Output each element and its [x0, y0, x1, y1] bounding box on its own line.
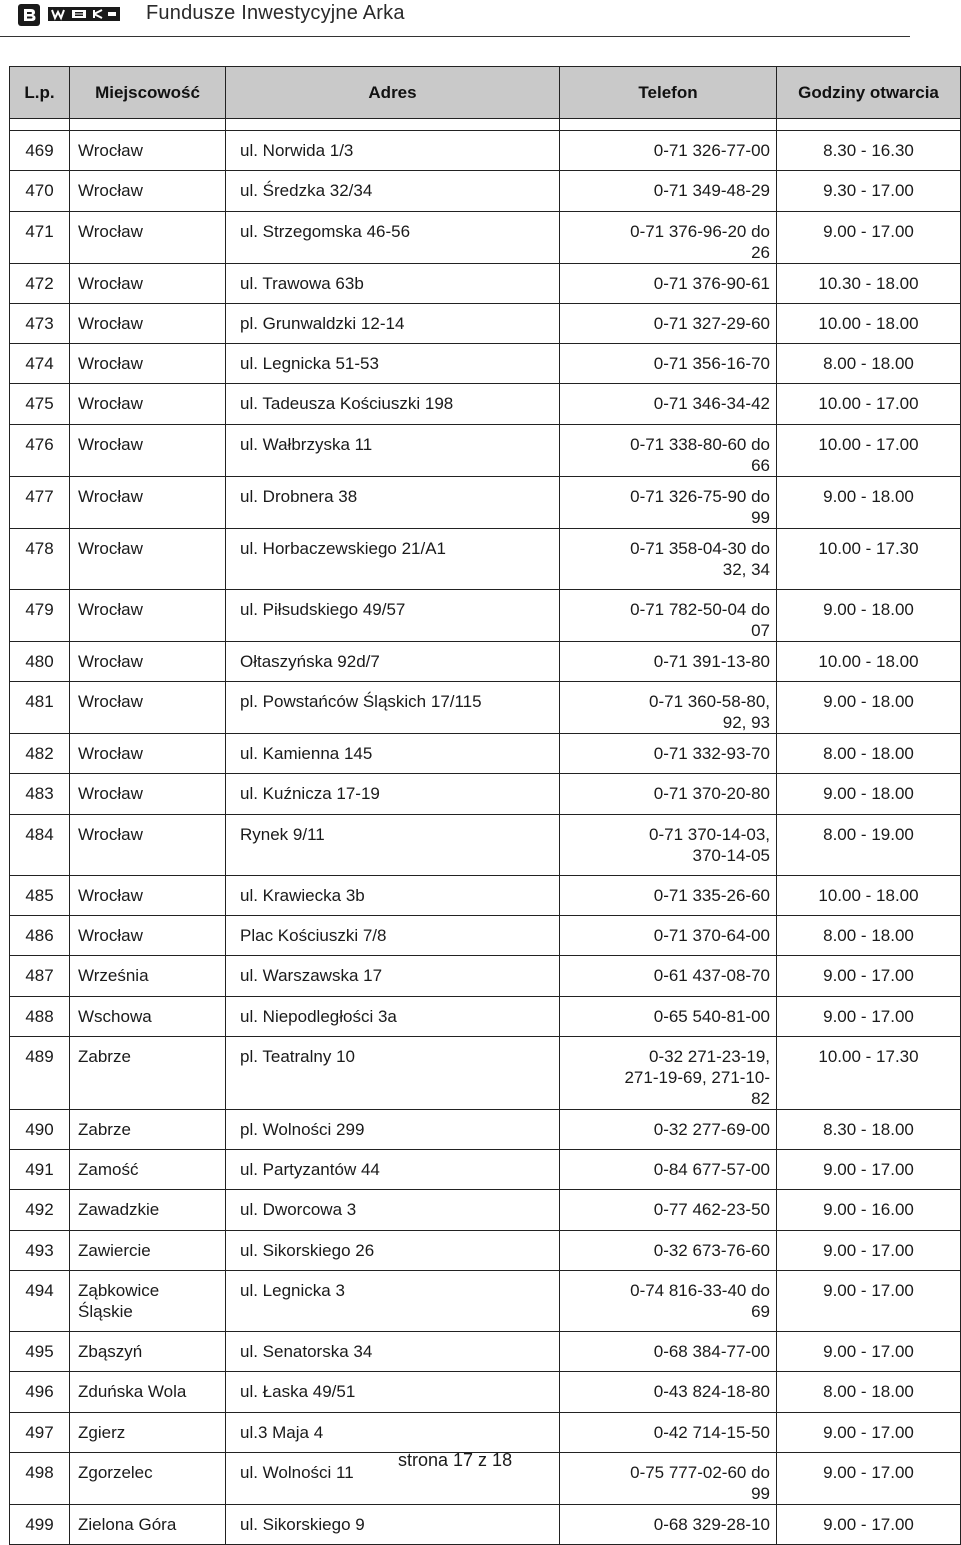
cell-phone: 0-75 777-02-60 do 99	[560, 1452, 777, 1504]
cell-lp: 480	[10, 641, 70, 681]
cell-address: ul. Legnicka 3	[226, 1271, 560, 1332]
cell-city: Zamość	[70, 1150, 226, 1190]
cell-phone: 0-71 326-75-90 do 99	[560, 476, 777, 528]
cell-phone: 0-42 714-15-50	[560, 1412, 777, 1452]
cell-address: ul. Łaska 49/51	[226, 1372, 560, 1412]
cell-hours: 8.30 - 16.30	[777, 131, 961, 171]
cell-phone: 0-74 816-33-40 do 69	[560, 1271, 777, 1332]
cell-city: Wrocław	[70, 131, 226, 171]
cell-phone: 0-43 824-18-80	[560, 1372, 777, 1412]
cell-lp: 471	[10, 211, 70, 263]
cell-hours: 9.00 - 17.00	[777, 1452, 961, 1504]
cell-lp: 489	[10, 1036, 70, 1109]
cell-hours: 9.00 - 18.00	[777, 774, 961, 814]
cell-hours: 10.00 - 17.00	[777, 424, 961, 476]
column-header-address: Adres	[226, 67, 560, 119]
cell-hours: 9.00 - 16.00	[777, 1190, 961, 1230]
cell-hours: 8.00 - 18.00	[777, 734, 961, 774]
cell-hours: 9.00 - 17.00	[777, 1271, 961, 1332]
cell-phone: 0-71 327-29-60	[560, 303, 777, 343]
cell-hours: 10.30 - 18.00	[777, 263, 961, 303]
cell-city: Wrocław	[70, 211, 226, 263]
table-row	[10, 1332, 961, 1372]
table-row	[10, 528, 961, 589]
table-row	[10, 1190, 961, 1230]
cell-lp: 498	[10, 1452, 70, 1504]
cell-lp: 487	[10, 956, 70, 996]
cell-address: ul. Legnicka 51-53	[226, 344, 560, 384]
table-row	[10, 476, 961, 528]
table-row	[10, 682, 961, 734]
cell-phone: 0-71 370-20-80	[560, 774, 777, 814]
cell-phone: 0-71 376-90-61	[560, 263, 777, 303]
cell-city: Zielona Góra	[70, 1504, 226, 1544]
table-row	[10, 344, 961, 384]
cell-address: ul. Senatorska 34	[226, 1332, 560, 1372]
cell-lp: 474	[10, 344, 70, 384]
cell-address: ul. Wolności 11	[226, 1452, 560, 1504]
table-row	[10, 589, 961, 641]
cell-address: ul. Kamienna 145	[226, 734, 560, 774]
cell-phone: 0-32 277-69-00	[560, 1109, 777, 1149]
table-row	[10, 915, 961, 955]
cell-lp: 484	[10, 814, 70, 875]
cell-lp: 476	[10, 424, 70, 476]
cell-hours: 9.00 - 17.00	[777, 1332, 961, 1372]
table-row	[10, 1372, 961, 1412]
table-row	[10, 734, 961, 774]
cell-lp: 475	[10, 384, 70, 424]
cell-lp: 482	[10, 734, 70, 774]
cell-lp: 497	[10, 1412, 70, 1452]
cell-city: Wrocław	[70, 915, 226, 955]
table-spacer-row	[10, 119, 961, 131]
cell-hours: 9.00 - 17.00	[777, 1230, 961, 1270]
table-row	[10, 1150, 961, 1190]
cell-city: Wrocław	[70, 476, 226, 528]
table-body	[10, 119, 961, 1545]
cell-city: Zduńska Wola	[70, 1372, 226, 1412]
table-row	[10, 774, 961, 814]
cell-address: pl. Powstańców Śląskich 17/115	[226, 682, 560, 734]
cell-phone: 0-68 384-77-00	[560, 1332, 777, 1372]
cell-city: Ząbkowice Śląskie	[70, 1271, 226, 1332]
cell-hours: 10.00 - 17.00	[777, 384, 961, 424]
cell-phone: 0-77 462-23-50	[560, 1190, 777, 1230]
cell-lp: 486	[10, 915, 70, 955]
cell-city: Wrocław	[70, 734, 226, 774]
cell-city: Wrocław	[70, 875, 226, 915]
cell-hours: 10.00 - 18.00	[777, 875, 961, 915]
column-header-lp: L.p.	[10, 67, 70, 119]
cell-address: ul. Średzka 32/34	[226, 171, 560, 211]
cell-hours: 9.00 - 17.00	[777, 1412, 961, 1452]
table-row	[10, 211, 961, 263]
table-row	[10, 641, 961, 681]
cell-city: Wrocław	[70, 589, 226, 641]
cell-phone: 0-71 338-80-60 do 66	[560, 424, 777, 476]
cell-address: ul. Tadeusza Kościuszki 198	[226, 384, 560, 424]
cell-lp: 483	[10, 774, 70, 814]
cell-address: ul. Sikorskiego 9	[226, 1504, 560, 1544]
cell-city: Wrocław	[70, 344, 226, 384]
cell-phone: 0-71 349-48-29	[560, 171, 777, 211]
cell-phone: 0-32 271-23-19, 271-19-69, 271-10-82	[560, 1036, 777, 1109]
cell-lp: 495	[10, 1332, 70, 1372]
column-header-hours: Godziny otwarcia	[777, 67, 961, 119]
cell-lp: 490	[10, 1109, 70, 1149]
cell-phone: 0-84 677-57-00	[560, 1150, 777, 1190]
cell-city: Zawadzkie	[70, 1190, 226, 1230]
cell-city: Wrocław	[70, 774, 226, 814]
cell-address: ul. Warszawska 17	[226, 956, 560, 996]
header-divider	[0, 36, 910, 37]
cell-city: Zabrze	[70, 1036, 226, 1109]
cell-city: Wrocław	[70, 814, 226, 875]
cell-city: Wrocław	[70, 384, 226, 424]
table-row	[10, 1036, 961, 1109]
cell-phone: 0-61 437-08-70	[560, 956, 777, 996]
cell-city: Zabrze	[70, 1109, 226, 1149]
cell-address: ul. Niepodległości 3a	[226, 996, 560, 1036]
table-row	[10, 1230, 961, 1270]
cell-address: ul. Sikorskiego 26	[226, 1230, 560, 1270]
cell-city: Wrocław	[70, 528, 226, 589]
table-row	[10, 1271, 961, 1332]
cell-phone: 0-71 358-04-30 do 32, 34	[560, 528, 777, 589]
cell-city: Września	[70, 956, 226, 996]
cell-city: Zbąszyń	[70, 1332, 226, 1372]
cell-address: ul.3 Maja 4	[226, 1412, 560, 1452]
page-header	[0, 0, 960, 36]
cell-lp: 496	[10, 1372, 70, 1412]
document-title: Fundusze Inwestycyjne Arka	[146, 2, 405, 24]
table-row	[10, 303, 961, 343]
table-row	[10, 814, 961, 875]
cell-phone: 0-65 540-81-00	[560, 996, 777, 1036]
table-row	[10, 1109, 961, 1149]
cell-hours: 10.00 - 18.00	[777, 641, 961, 681]
branch-table	[9, 66, 961, 1545]
cell-city: Zgierz	[70, 1412, 226, 1452]
table-row	[10, 424, 961, 476]
cell-city: Wrocław	[70, 263, 226, 303]
cell-address: pl. Teatralny 10	[226, 1036, 560, 1109]
cell-address: ul. Kuźnicza 17-19	[226, 774, 560, 814]
cell-address: pl. Grunwaldzki 12-14	[226, 303, 560, 343]
cell-city: Wrocław	[70, 303, 226, 343]
cell-hours: 9.00 - 18.00	[777, 476, 961, 528]
cell-address: ul. Piłsudskiego 49/57	[226, 589, 560, 641]
cell-city: Wrocław	[70, 682, 226, 734]
cell-hours: 8.00 - 18.00	[777, 915, 961, 955]
table-row	[10, 131, 961, 171]
cell-lp: 492	[10, 1190, 70, 1230]
cell-phone: 0-71 391-13-80	[560, 641, 777, 681]
cell-lp: 469	[10, 131, 70, 171]
cell-lp: 481	[10, 682, 70, 734]
table-row	[10, 1412, 961, 1452]
cell-lp: 491	[10, 1150, 70, 1190]
cell-city: Wrocław	[70, 424, 226, 476]
cell-phone: 0-32 673-76-60	[560, 1230, 777, 1270]
cell-lp: 472	[10, 263, 70, 303]
cell-lp: 473	[10, 303, 70, 343]
cell-city: Zgorzelec	[70, 1452, 226, 1504]
table-row	[10, 384, 961, 424]
cell-phone: 0-71 346-34-42	[560, 384, 777, 424]
cell-phone: 0-71 376-96-20 do 26	[560, 211, 777, 263]
cell-hours: 8.00 - 19.00	[777, 814, 961, 875]
cell-lp: 499	[10, 1504, 70, 1544]
cell-address: pl. Wolności 299	[226, 1109, 560, 1149]
cell-lp: 479	[10, 589, 70, 641]
cell-hours: 9.00 - 17.00	[777, 956, 961, 996]
cell-address: Ołtaszyńska 92d/7	[226, 641, 560, 681]
cell-hours: 10.00 - 18.00	[777, 303, 961, 343]
cell-address: ul. Wałbrzyska 11	[226, 424, 560, 476]
cell-lp: 493	[10, 1230, 70, 1270]
cell-phone: 0-71 782-50-04 do 07	[560, 589, 777, 641]
cell-hours: 8.00 - 18.00	[777, 1372, 961, 1412]
cell-phone: 0-71 356-16-70	[560, 344, 777, 384]
cell-address: ul. Dworcowa 3	[226, 1190, 560, 1230]
column-header-city: Miejscowość	[70, 67, 226, 119]
cell-lp: 485	[10, 875, 70, 915]
table-row	[10, 875, 961, 915]
cell-address: ul. Drobnera 38	[226, 476, 560, 528]
table-row	[10, 996, 961, 1036]
cell-hours: 9.00 - 17.00	[777, 1150, 961, 1190]
cell-lp: 488	[10, 996, 70, 1036]
cell-address: Plac Kościuszki 7/8	[226, 915, 560, 955]
cell-hours: 9.00 - 18.00	[777, 682, 961, 734]
cell-address: ul. Horbaczewskiego 21/A1	[226, 528, 560, 589]
cell-lp: 477	[10, 476, 70, 528]
cell-hours: 10.00 - 17.30	[777, 528, 961, 589]
wbk-wordmark-icon	[48, 7, 120, 21]
bank-logo-icon	[18, 4, 40, 26]
table-header-row	[10, 67, 961, 119]
cell-hours: 8.00 - 18.00	[777, 344, 961, 384]
cell-hours: 9.30 - 17.00	[777, 171, 961, 211]
page-number: strona 17 z 18	[398, 1450, 513, 1470]
cell-city: Wrocław	[70, 171, 226, 211]
cell-phone: 0-71 332-93-70	[560, 734, 777, 774]
cell-lp: 470	[10, 171, 70, 211]
cell-city: Zawiercie	[70, 1230, 226, 1270]
cell-address: ul. Trawowa 63b	[226, 263, 560, 303]
cell-phone: 0-71 370-14-03, 370-14-05	[560, 814, 777, 875]
cell-hours: 9.00 - 18.00	[777, 589, 961, 641]
cell-phone: 0-71 326-77-00	[560, 131, 777, 171]
column-header-phone: Telefon	[560, 67, 777, 119]
cell-phone: 0-71 370-64-00	[560, 915, 777, 955]
cell-hours: 9.00 - 17.00	[777, 211, 961, 263]
cell-hours: 9.00 - 17.00	[777, 1504, 961, 1544]
table-row	[10, 263, 961, 303]
cell-lp: 478	[10, 528, 70, 589]
table-row	[10, 1504, 961, 1544]
cell-city: Wschowa	[70, 996, 226, 1036]
cell-address: ul. Norwida 1/3	[226, 131, 560, 171]
cell-city: Wrocław	[70, 641, 226, 681]
cell-hours: 10.00 - 17.30	[777, 1036, 961, 1109]
table-row	[10, 171, 961, 211]
cell-address: ul. Strzegomska 46-56	[226, 211, 560, 263]
cell-lp: 494	[10, 1271, 70, 1332]
cell-address: ul. Krawiecka 3b	[226, 875, 560, 915]
cell-phone: 0-68 329-28-10	[560, 1504, 777, 1544]
cell-hours: 8.30 - 18.00	[777, 1109, 961, 1149]
cell-phone: 0-71 335-26-60	[560, 875, 777, 915]
cell-address: Rynek 9/11	[226, 814, 560, 875]
cell-hours: 9.00 - 17.00	[777, 996, 961, 1036]
table-row	[10, 956, 961, 996]
cell-address: ul. Partyzantów 44	[226, 1150, 560, 1190]
cell-phone: 0-71 360-58-80, 92, 93	[560, 682, 777, 734]
